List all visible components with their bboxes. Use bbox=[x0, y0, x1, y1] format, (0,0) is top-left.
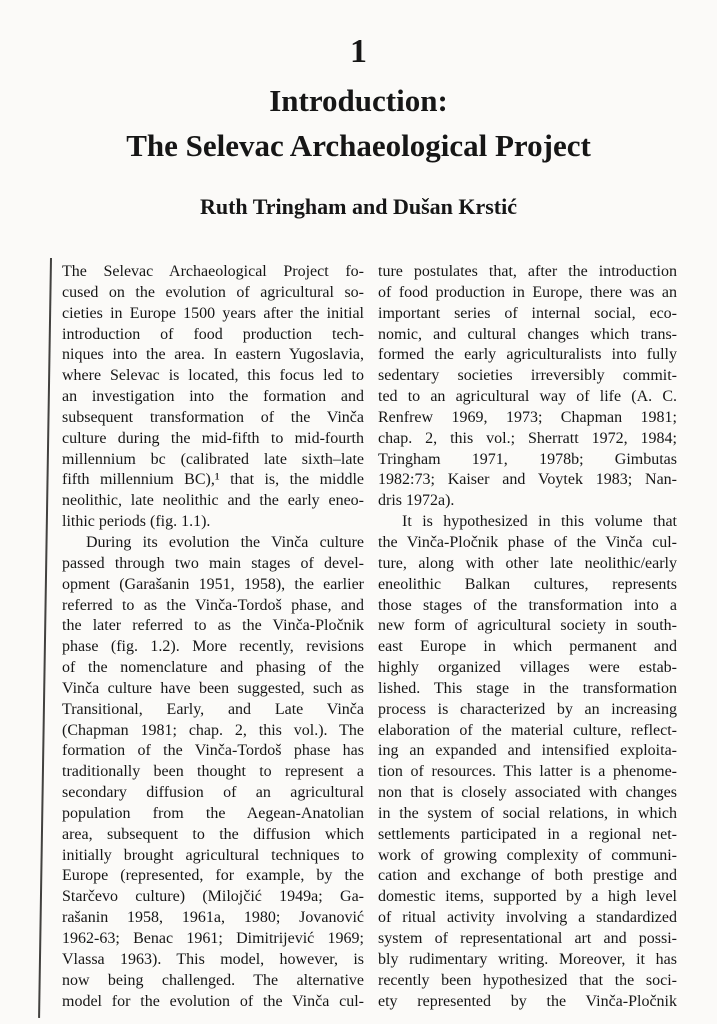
text-line: cieties in Europe 1500 years after the initial bbox=[62, 304, 364, 322]
text-line: niques into the area. In eastern Yugoslavia, bbox=[62, 346, 364, 364]
authors-byline: Ruth Tringham and Dušan Krstić bbox=[199, 194, 518, 219]
text-line: ture, along with other late neolithic/early bbox=[378, 554, 677, 572]
text-line: highly organized villages were estab- bbox=[378, 659, 677, 677]
text-line: dris 1972a). bbox=[378, 492, 455, 510]
text-line: the Vinča-Pločnik phase of the Vinča cul- bbox=[378, 533, 677, 551]
text-line: referred to as the Vinča-Tordoš phase, and bbox=[62, 596, 364, 614]
text-line: passed through two main stages of devel- bbox=[62, 554, 364, 572]
scan-gutter-line bbox=[38, 258, 52, 1018]
text-line: (Chapman 1981; chap. 2, this vol.). The bbox=[62, 721, 364, 739]
text-line: tion of resources. This latter is a phenome- bbox=[378, 763, 677, 781]
text-line: The Selevac Archaeological Project fo- bbox=[62, 263, 364, 280]
text-line: Vinča culture have been suggested, such as bbox=[62, 679, 364, 697]
text-line: those stages of the transformation into a bbox=[378, 596, 677, 614]
text-line: fifth millennium BC),¹ that is, the middle bbox=[62, 471, 364, 489]
text-line: eneolithic Balkan cultures, represents bbox=[378, 575, 677, 593]
text-line: formed the early agriculturalists into fully bbox=[378, 346, 677, 364]
text-line: secondary diffusion of an agricultural bbox=[62, 784, 364, 802]
chapter-title-line2: The Selevac Archaeological Project bbox=[126, 128, 591, 163]
text-line: area, subsequent to the diffusion which bbox=[62, 825, 364, 843]
text-line: initially brought agricultural techniques to bbox=[62, 846, 364, 864]
text-column-right bbox=[378, 262, 677, 1012]
text-line: sedentary societies irreversibly commit- bbox=[378, 367, 677, 385]
text-line: in the system of social relations, in which bbox=[378, 804, 677, 822]
text-line: 1962-63; Benac 1961; Dimitrijević 1969; bbox=[62, 930, 364, 947]
text-line: the later referred to as the Vinča-Pločnik bbox=[62, 617, 364, 635]
chapter-number: 1 bbox=[350, 33, 367, 70]
text-line: new form of agricultural society in south- bbox=[378, 617, 677, 635]
text-line: east Europe in which permanent and bbox=[378, 638, 677, 656]
text-line: phase (fig. 1.2). More recently, revisions bbox=[62, 638, 364, 656]
text-line: bly rudimentary writing. Moreover, it has bbox=[378, 950, 677, 968]
text-line: settlements participated in a regional net- bbox=[378, 825, 677, 843]
text-line: opment (Garašanin 1951, 1958), the earlier bbox=[62, 575, 364, 593]
chapter-title-line1: Introduction: bbox=[269, 83, 448, 118]
text-line: non that is closely associated with changes bbox=[378, 784, 677, 802]
text-line: millennium bc (calibrated late sixth–late bbox=[62, 450, 364, 468]
text-line: culture during the mid-fifth to mid-fourth bbox=[62, 429, 364, 447]
text-column-left bbox=[62, 262, 364, 1012]
text-line: Renfrew 1969, 1973; Chapman 1981; bbox=[378, 408, 677, 426]
text-line: nomic, and cultural changes which trans- bbox=[378, 325, 677, 343]
text-line: lished. This stage in the transformation bbox=[378, 679, 677, 697]
text-line: traditionally been thought to represent a bbox=[62, 763, 364, 781]
text-line: introduction of food production tech- bbox=[62, 325, 364, 343]
text-line: elaboration of the material culture, reflect- bbox=[378, 721, 677, 739]
text-line: recently been hypothesized that the soci- bbox=[378, 971, 677, 989]
text-line: model for the evolution of the Vinča cul- bbox=[62, 992, 364, 1010]
text-line: population from the Aegean-Anatolian bbox=[62, 804, 364, 822]
text-line: now being challenged. The alternative bbox=[62, 971, 364, 989]
text-line: ing an expanded and intensified exploita- bbox=[378, 742, 677, 760]
text-line: of ritual activity involving a standardized bbox=[378, 909, 677, 927]
text-line: ture postulates that, after the introduction bbox=[378, 263, 677, 280]
text-line: system of representational art and possi- bbox=[378, 930, 677, 947]
text-line: of the nomenclature and phasing of the bbox=[62, 659, 364, 677]
paragraph bbox=[378, 512, 677, 1012]
text-line: ted to an agricultural way of life (A. C. bbox=[378, 388, 677, 406]
text-line: cation and exchange of both prestige and bbox=[378, 867, 677, 885]
text-line: It is hypothesized in this volume that bbox=[402, 513, 677, 531]
text-line: Transitional, Early, and Late Vinča bbox=[62, 700, 364, 718]
text-line: where Selevac is located, this focus led to bbox=[62, 367, 364, 385]
text-line: neolithic, late neolithic and the early eneo- bbox=[62, 492, 364, 510]
text-line: Tringham 1971, 1978b; Gimbutas bbox=[378, 450, 677, 468]
text-line: ety represented by the Vinča-Pločnik bbox=[378, 992, 677, 1010]
text-line: an investigation into the formation and bbox=[62, 388, 364, 406]
text-line: lithic periods (fig. 1.1). bbox=[62, 513, 211, 531]
text-line: important series of internal social, eco- bbox=[378, 304, 677, 322]
text-line: formation of the Vinča-Tordoš phase has bbox=[62, 742, 364, 760]
chapter-title bbox=[0, 78, 717, 168]
text-line: Starčevo culture) (Milojčić 1949a; Ga- bbox=[62, 888, 364, 906]
paragraph bbox=[378, 262, 677, 512]
text-line: chap. 2, this vol.; Sherratt 1972, 1984; bbox=[378, 429, 677, 447]
paragraph bbox=[62, 533, 364, 1012]
text-line: rašanin 1958, 1961a, 1980; Jovanović bbox=[62, 909, 364, 927]
chapter-header bbox=[0, 0, 717, 220]
two-column-text bbox=[62, 262, 677, 1012]
text-line: process is characterized by an increasing bbox=[378, 700, 677, 718]
text-line: During its evolution the Vinča culture bbox=[86, 533, 364, 551]
paragraph bbox=[62, 262, 364, 533]
text-line: subsequent transformation of the Vinča bbox=[62, 408, 364, 426]
text-line: work of growing complexity of communi- bbox=[378, 846, 677, 864]
text-line: domestic items, supported by a high level bbox=[378, 888, 677, 906]
text-line: cused on the evolution of agricultural so- bbox=[62, 283, 364, 301]
text-line: 1982:73; Kaiser and Voytek 1983; Nan- bbox=[378, 471, 677, 489]
text-line: Vlassa 1963). This model, however, is bbox=[62, 950, 364, 968]
text-line: Europe (represented, for example, by the bbox=[62, 867, 364, 885]
text-line: of food production in Europe, there was an bbox=[378, 283, 677, 301]
